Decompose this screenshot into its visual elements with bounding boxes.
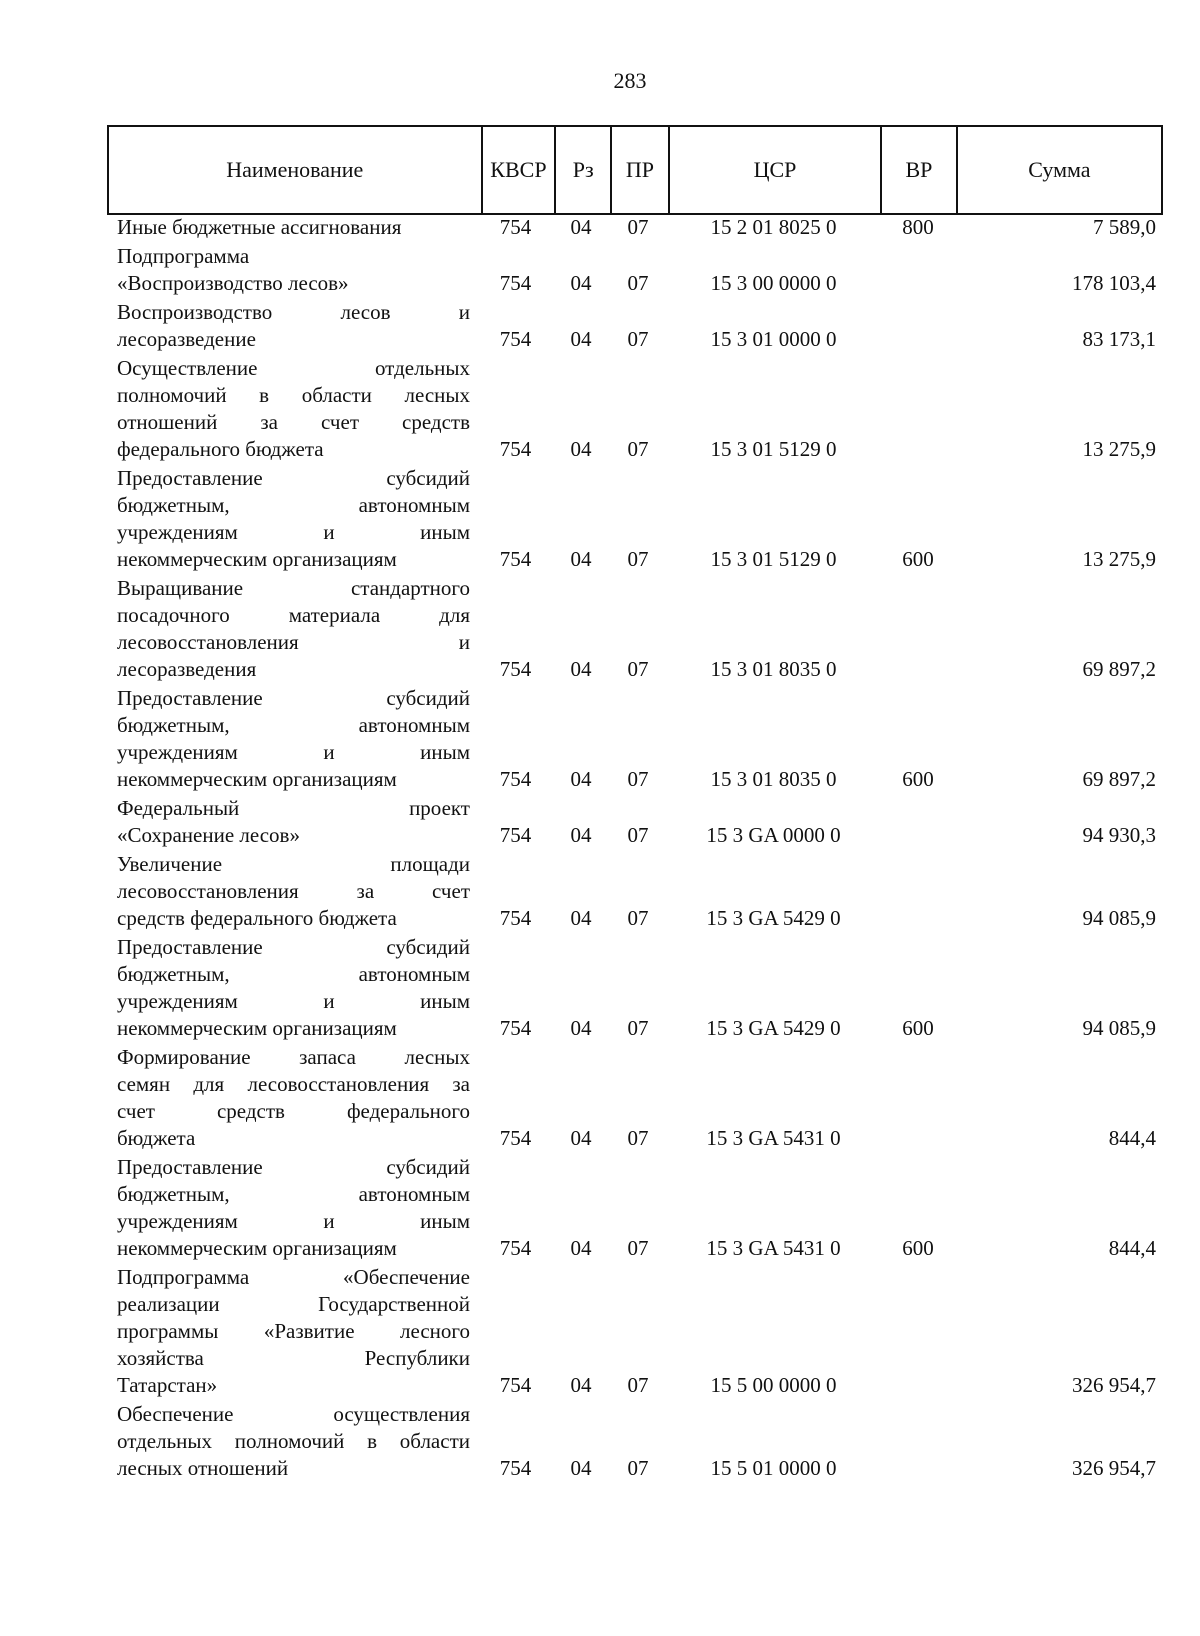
row-name-line: некоммерческим организациям	[117, 1016, 397, 1040]
row-pr: 07	[627, 327, 649, 351]
row-name	[117, 1154, 470, 1262]
row-pr: 07	[627, 1456, 649, 1480]
row-rz: 04	[570, 1456, 592, 1480]
row-name-line: посадочного материала для	[117, 603, 470, 627]
row-kvsr: 754	[499, 547, 532, 571]
row-pr: 07	[627, 906, 649, 930]
row-name-line: учреждениям и иным	[117, 520, 470, 544]
row-name-line: Увеличение площади	[117, 852, 470, 876]
row-name	[117, 214, 470, 241]
row-name	[117, 934, 470, 1042]
row-rz: 04	[570, 271, 592, 295]
row-pr: 07	[627, 215, 649, 239]
row-csr: 15 3 GA 5431 0	[706, 1126, 841, 1150]
row-pr: 07	[627, 1016, 649, 1040]
row-name-line: Федеральный проект	[117, 796, 470, 820]
column-header-rz: Рз	[556, 127, 612, 213]
row-csr: 15 3 01 8035 0	[710, 767, 837, 791]
row-name	[117, 575, 470, 683]
row-sum: 69 897,2	[1082, 657, 1156, 681]
row-pr: 07	[627, 437, 649, 461]
row-name-line: Обеспечение осуществления	[117, 1402, 470, 1426]
row-rz: 04	[570, 906, 592, 930]
row-name-line: лесных отношений	[117, 1456, 289, 1480]
row-sum: 69 897,2	[1082, 767, 1156, 791]
row-name-line: «Воспроизводство лесов»	[117, 271, 349, 295]
table-row	[117, 685, 1157, 793]
row-sum: 83 173,1	[1082, 327, 1156, 351]
row-name-line: Формирование запаса лесных	[117, 1045, 470, 1069]
row-sum: 844,4	[1108, 1126, 1156, 1150]
row-name-line: счет средств федерального	[117, 1099, 470, 1123]
row-name-line: бюджетным, автономным	[117, 962, 470, 986]
row-name-line: некоммерческим организациям	[117, 767, 397, 791]
row-name	[117, 1044, 470, 1152]
row-rz: 04	[570, 547, 592, 571]
row-kvsr: 754	[499, 1126, 532, 1150]
row-name-line: Татарстан»	[117, 1373, 218, 1397]
table-row	[117, 243, 1157, 297]
row-rz: 04	[570, 327, 592, 351]
row-kvsr: 754	[499, 1373, 532, 1397]
row-name	[117, 1401, 470, 1482]
row-pr: 07	[627, 547, 649, 571]
row-name-line: лесоразведение	[117, 327, 256, 351]
row-sum: 13 275,9	[1082, 437, 1156, 461]
row-rz: 04	[570, 823, 592, 847]
row-rz: 04	[570, 437, 592, 461]
row-vr: 600	[902, 1236, 934, 1260]
row-name-line: отдельных полномочий в области	[117, 1429, 470, 1453]
row-name-line: реализации Государственной	[117, 1292, 470, 1316]
column-header-sum: Сумма	[1028, 157, 1091, 182]
row-rz: 04	[570, 657, 592, 681]
row-vr: 600	[902, 1016, 934, 1040]
row-name-line: «Сохранение лесов»	[117, 823, 300, 847]
row-name-line: некоммерческим организациям	[117, 547, 397, 571]
row-name-line: средств федерального бюджета	[117, 906, 397, 930]
row-kvsr: 754	[499, 906, 532, 930]
row-rz: 04	[570, 1236, 592, 1260]
row-rz: 04	[570, 767, 592, 791]
row-name-line: некоммерческим организациям	[117, 1236, 397, 1260]
row-name	[117, 795, 470, 849]
row-name-line: бюджетным, автономным	[117, 713, 470, 737]
row-name-line: учреждениям и иным	[117, 989, 470, 1013]
table-body	[117, 214, 1157, 1484]
row-name-line: лесоразведения	[117, 657, 257, 681]
table-row	[117, 214, 1157, 241]
row-sum: 844,4	[1108, 1236, 1156, 1260]
table-row	[117, 934, 1157, 1042]
row-name-line: федерального бюджета	[117, 437, 324, 461]
row-name	[117, 243, 470, 297]
row-name-line: хозяйства Республики	[117, 1346, 470, 1370]
column-header-pr: ПР	[612, 127, 670, 213]
row-kvsr: 754	[499, 1236, 532, 1260]
row-sum: 7 589,0	[1093, 215, 1156, 239]
row-rz: 04	[570, 1126, 592, 1150]
row-pr: 07	[627, 1236, 649, 1260]
row-name-line: лесовосстановления за счет	[117, 879, 470, 903]
row-vr: 600	[902, 547, 934, 571]
column-header-csr: ЦСР	[670, 127, 882, 213]
row-name-line: учреждениям и иным	[117, 740, 470, 764]
row-name	[117, 1264, 470, 1399]
row-name	[117, 685, 470, 793]
table-row	[117, 1154, 1157, 1262]
row-rz: 04	[570, 215, 592, 239]
row-pr: 07	[627, 1373, 649, 1397]
row-kvsr: 754	[499, 271, 532, 295]
row-csr: 15 2 01 8025 0	[710, 215, 837, 239]
row-name-line: Подпрограмма «Обеспечение	[117, 1265, 470, 1289]
row-sum: 178 103,4	[1072, 271, 1156, 295]
column-header-kvsr: КВСР	[483, 127, 557, 213]
row-name-line: Осуществление отдельных	[117, 356, 470, 380]
row-pr: 07	[627, 823, 649, 847]
row-csr: 15 3 01 0000 0	[710, 327, 837, 351]
row-sum: 326 954,7	[1072, 1373, 1156, 1397]
row-sum: 94 085,9	[1082, 906, 1156, 930]
row-name-line: учреждениям и иным	[117, 1209, 470, 1233]
row-kvsr: 754	[499, 1016, 532, 1040]
row-csr: 15 3 GA 5431 0	[706, 1236, 841, 1260]
row-name-line: программы «Развитие лесного	[117, 1319, 470, 1343]
row-name	[117, 465, 470, 573]
row-csr: 15 3 GA 0000 0	[706, 823, 841, 847]
row-name-line: бюджетным, автономным	[117, 493, 470, 517]
row-name-line: отношений за счет средств	[117, 410, 470, 434]
row-pr: 07	[627, 1126, 649, 1150]
table-header	[107, 125, 1163, 215]
row-pr: 07	[627, 271, 649, 295]
row-kvsr: 754	[499, 1456, 532, 1480]
row-name-line: Иные бюджетные ассигнования	[117, 215, 402, 239]
row-kvsr: 754	[499, 657, 532, 681]
row-name-line: Воспроизводство лесов и	[117, 300, 470, 324]
row-csr: 15 3 01 5129 0	[710, 547, 837, 571]
row-name-line: Выращивание стандартного	[117, 576, 470, 600]
row-name-line: лесовосстановления и	[117, 630, 470, 654]
row-kvsr: 754	[499, 215, 532, 239]
page-number: 283	[613, 68, 647, 93]
row-name-line: Предоставление субсидий	[117, 466, 470, 490]
row-name-line: полномочий в области лесных	[117, 383, 470, 407]
row-name-line: бюджетным, автономным	[117, 1182, 470, 1206]
row-kvsr: 754	[499, 823, 532, 847]
row-kvsr: 754	[499, 327, 532, 351]
table-row	[117, 851, 1157, 932]
row-name-line: Предоставление субсидий	[117, 1155, 470, 1179]
row-name-line: Предоставление субсидий	[117, 935, 470, 959]
table-row	[117, 355, 1157, 463]
row-pr: 07	[627, 767, 649, 791]
table-row	[117, 299, 1157, 353]
row-csr: 15 5 00 0000 0	[710, 1373, 837, 1397]
row-vr: 800	[902, 215, 934, 239]
row-sum: 94 085,9	[1082, 1016, 1156, 1040]
row-pr: 07	[627, 657, 649, 681]
row-kvsr: 754	[499, 767, 532, 791]
row-csr: 15 3 00 0000 0	[710, 271, 837, 295]
table-row	[117, 1044, 1157, 1152]
row-name	[117, 299, 470, 353]
row-csr: 15 3 01 8035 0	[710, 657, 837, 681]
table-row	[117, 795, 1157, 849]
row-sum: 13 275,9	[1082, 547, 1156, 571]
row-rz: 04	[570, 1016, 592, 1040]
row-csr: 15 3 GA 5429 0	[706, 1016, 841, 1040]
row-csr: 15 3 01 5129 0	[710, 437, 837, 461]
row-rz: 04	[570, 1373, 592, 1397]
row-name-line: семян для лесовосстановления за	[117, 1072, 470, 1096]
row-name-line: Подпрограмма	[117, 244, 250, 268]
row-kvsr: 754	[499, 437, 532, 461]
table-row	[117, 575, 1157, 683]
row-name	[117, 355, 470, 463]
table-row	[117, 465, 1157, 573]
table-row	[117, 1401, 1157, 1482]
row-name-line: бюджета	[117, 1126, 196, 1150]
row-sum: 94 930,3	[1082, 823, 1156, 847]
row-vr: 600	[902, 767, 934, 791]
table-row	[117, 1264, 1157, 1399]
row-name-line: Предоставление субсидий	[117, 686, 470, 710]
row-csr: 15 5 01 0000 0	[710, 1456, 837, 1480]
column-header-name: Наименование	[109, 127, 483, 213]
column-header-vr: ВР	[882, 127, 958, 213]
row-sum: 326 954,7	[1072, 1456, 1156, 1480]
row-csr: 15 3 GA 5429 0	[706, 906, 841, 930]
row-name	[117, 851, 470, 932]
